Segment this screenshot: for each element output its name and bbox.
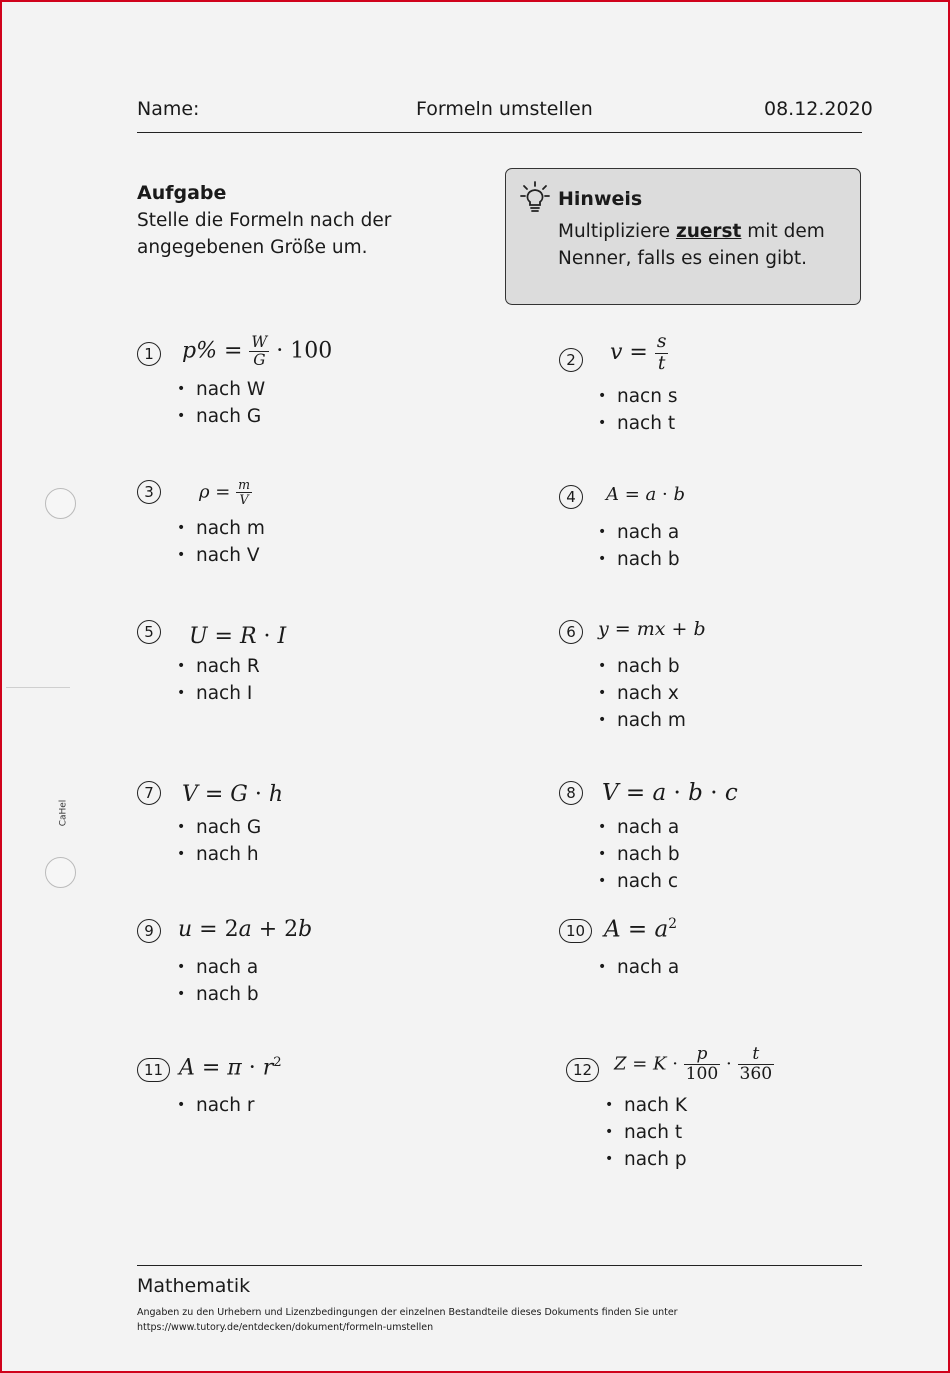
hint-emphasis: zuerst	[675, 221, 742, 242]
page-title: Formeln umstellen	[416, 98, 593, 120]
formula-6: y = mx + b	[598, 618, 706, 640]
formula-9: u = 2a + 2b	[178, 917, 313, 942]
list-item: • nach m	[598, 707, 686, 734]
exercise-number: 3	[137, 480, 161, 504]
exercise-number: 12	[566, 1058, 599, 1082]
exercise-number: 9	[137, 919, 161, 943]
footer-link[interactable]: https://www.tutory.de/entdecken/dokument/formeln-umstellen	[137, 1322, 434, 1333]
exercise-number: 2	[559, 348, 583, 372]
list-item: • nach b	[598, 841, 680, 868]
exercise-number: 7	[137, 781, 161, 805]
author-label: CaHel	[58, 799, 69, 827]
exercise-number: 8	[559, 781, 583, 805]
list-item: • nach a	[598, 814, 680, 841]
list-item: • nach R	[177, 653, 260, 680]
exercise-3-items	[177, 515, 265, 569]
list-item: • nach p	[605, 1146, 687, 1173]
footer-subject: Mathematik	[137, 1275, 251, 1297]
lightbulb-icon	[520, 181, 550, 213]
exercise-6-items	[598, 653, 686, 734]
list-item: • nach b	[177, 981, 259, 1008]
formula-11: $A = \pi \cdot r^2$	[179, 1055, 282, 1081]
list-item: • nach W	[177, 376, 265, 403]
task-title: Aufgabe	[137, 182, 227, 204]
exercise-2-items	[598, 383, 677, 437]
exercise-11-items	[177, 1092, 254, 1119]
list-item: • nach m	[177, 515, 265, 542]
exercise-5-items	[177, 653, 260, 707]
hint-box	[505, 168, 861, 305]
exercise-number: 10	[559, 919, 592, 943]
formula-7: V = G · h	[182, 782, 284, 807]
exercise-7-items	[177, 814, 261, 868]
punch-hole	[45, 857, 76, 888]
list-item: • nach a	[598, 519, 680, 546]
hint-title: Hinweis	[558, 188, 643, 210]
footer-note-line: Angaben zu den Urhebern und Lizenzbedingungen der einzelnen Bestandteile dieses Dokuments finden Sie unter	[137, 1307, 678, 1318]
list-item: • nach b	[598, 653, 686, 680]
exercise-number: 1	[137, 342, 161, 366]
list-item: • nach x	[598, 680, 686, 707]
formula-10: $A = a^2$	[604, 916, 677, 943]
list-item: • nach t	[598, 410, 677, 437]
list-item: • nach h	[177, 841, 261, 868]
list-item: • nacn s	[598, 383, 677, 410]
exercise-1-items	[177, 376, 265, 430]
task-text: Stelle die Formeln nach der angegebenen Größe um.	[137, 210, 392, 258]
exercise-12-items	[605, 1092, 687, 1173]
list-item: • nach t	[605, 1119, 687, 1146]
list-item: • nach b	[598, 546, 680, 573]
exercise-9-items	[177, 954, 259, 1008]
exercise-number: 6	[559, 620, 583, 644]
formula-2: v = $\frac{s}{t}$	[610, 331, 667, 374]
exercise-number: 11	[137, 1058, 170, 1082]
list-item: • nach K	[605, 1092, 687, 1119]
list-item: • nach I	[177, 680, 260, 707]
fold-mark	[6, 687, 70, 688]
formula-12: Z = K · $\frac{p}{100}$ · $\frac{t}{360}$	[614, 1044, 773, 1084]
list-item: • nach r	[177, 1092, 254, 1119]
exercise-number: 5	[137, 620, 161, 644]
punch-hole	[45, 488, 76, 519]
footer-divider	[137, 1265, 862, 1266]
header-date: 08.12.2020	[764, 98, 873, 120]
list-item: • nach a	[177, 954, 259, 981]
list-item: • nach G	[177, 403, 265, 430]
formula-3: ρ = $\frac{m}{V}$	[199, 477, 251, 507]
footer-note	[137, 1305, 837, 1335]
header-divider	[137, 132, 862, 133]
list-item: • nach c	[598, 868, 680, 895]
name-label: Name:	[137, 98, 200, 120]
exercise-number: 4	[559, 485, 583, 509]
exercise-8-items	[598, 814, 680, 895]
formula-5: U = R · I	[189, 624, 287, 649]
list-item: • nach V	[177, 542, 265, 569]
list-item: • nach a	[598, 954, 679, 981]
hint-text: Multipliziere zuerst mit dem Nenner, falls es einen gibt.	[558, 221, 825, 269]
exercise-4-items	[598, 519, 680, 573]
formula-4: A = a · b	[606, 484, 685, 505]
formula-1: p% = $\frac{W}{G}$ · 100	[182, 333, 333, 369]
exercise-10-items	[598, 954, 679, 981]
list-item: • nach G	[177, 814, 261, 841]
formula-8: V = a · b · c	[602, 780, 738, 806]
